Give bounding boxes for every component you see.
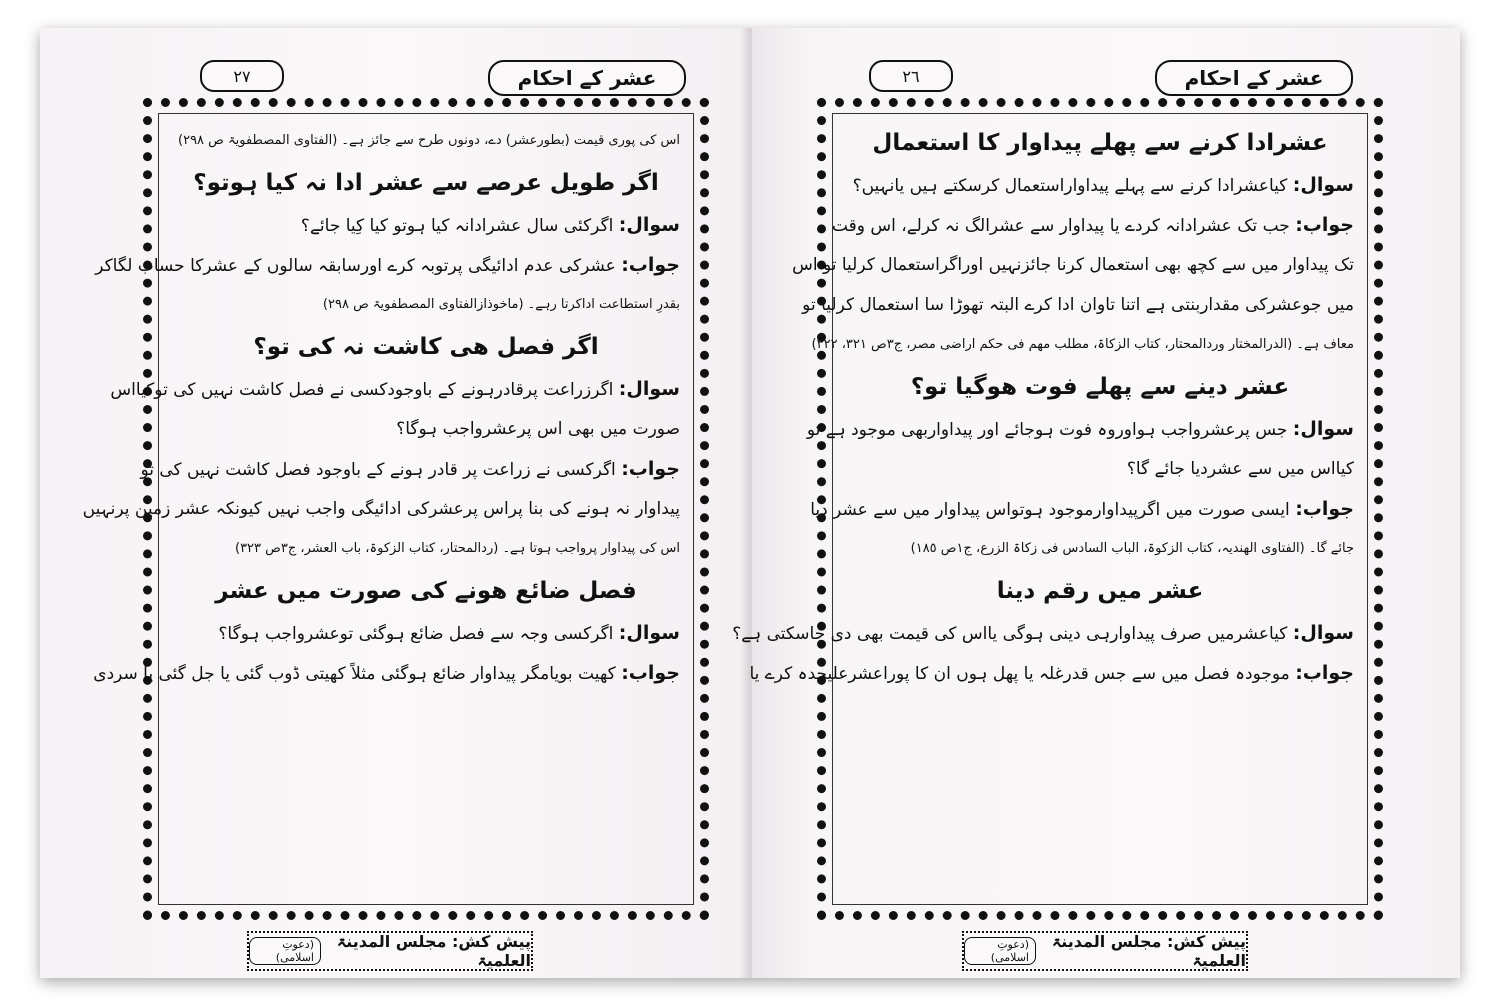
publisher-footer (962, 931, 1248, 971)
line-text: اس کی پوری قیمت (بطورعشر) دے، دونوں طرح سے جائز ہے۔ (الفتاوی المصطفویۃ ص ٢٩٨) (178, 133, 680, 148)
publisher-name: پیش کش: مجلس المدینۃ العلمیۃ (336, 932, 531, 970)
body-line (810, 489, 1354, 529)
reference-line (811, 325, 1354, 365)
body-line (172, 205, 680, 245)
line-text: اگرزراعت پرقادرہونے کے باوجودکسی نے فصل کاشت نہیں کی توکیااس (110, 380, 619, 400)
answer-label: جواب: (621, 662, 680, 684)
body-line (802, 285, 1354, 325)
line-text: اگرکئی سال عشرادانہ کیا ہوتو کیا کِیا جائے؟ (300, 216, 619, 236)
running-header-title: عشر کے احکام (1155, 60, 1353, 96)
line-text: معاف ہے۔ (الدرالمختار وردالمحتار، کتاب الزکاۃ، مطلب مھم فی حکم اراضی مصر، ج٣ص ٣٢١، ٣٢٢) (811, 337, 1354, 352)
question-label: سوال: (618, 378, 680, 400)
section-heading: عشرادا کرنے سے پھلے پیداوار کا استعمال (872, 130, 1328, 156)
line-text: کھیت بویامگر پیداوار ضائع ہوگئی مثلاً کھیتی ڈوب گئی یا جل گئی یا سردی (93, 664, 622, 684)
publisher-subtitle: (دعوتِ اسلامی) (964, 937, 1036, 965)
line-text: صورت میں بھی اس پرعشرواجب ہوگا؟ (396, 419, 680, 439)
section-heading: عشر میں رقم دینا (996, 578, 1204, 604)
line-text: کیااس میں سے عشردیا جائے گا؟ (1126, 459, 1354, 479)
section-heading: اگر طویل عرصے سے عشر ادا نہ کیا ہوتو؟ (193, 170, 659, 196)
page-body (82, 121, 680, 901)
line-text: بقدرِ استطاعت اداکرتا رہے۔ (ماخوذازالفتاوی المصطفویۃ ص ٢٩٨) (322, 297, 680, 312)
body-line (172, 409, 680, 449)
reference-line (172, 121, 680, 161)
line-text: میں جوعشرکی مقداربنتی ہے اتنا تاوان ادا کرے البتہ تھوڑا سا استعمال کرلیا تو (802, 295, 1354, 315)
answer-label: جواب: (1295, 214, 1354, 236)
body-line (93, 653, 680, 693)
body-line (806, 409, 1354, 449)
left-page (40, 28, 748, 978)
reference-line (172, 285, 680, 325)
line-text: اس کی پیداوار پرواجب ہوتا ہے۔ (ردالمحتار، کتاب الزکوۃ، باب العشر، ج٣ص ٣٢٣) (235, 541, 680, 556)
body-line (831, 205, 1354, 245)
reference-line (846, 529, 1354, 569)
body-line (172, 613, 680, 653)
section-heading: فصل ضائع ھونے کی صورت میں عشر (215, 578, 637, 604)
body-line (95, 245, 680, 285)
answer-label: جواب: (1295, 662, 1354, 684)
body-line (110, 369, 680, 409)
answer-label: جواب: (621, 254, 680, 276)
line-text: کیاعشرادا کرنے سے پہلے پیداواراستعمال کرسکتے ہیں یانہیں؟ (852, 176, 1293, 196)
line-text: پیداوار نہ ہونے کی بنا پراس پرعشرکی ادائیگی واجب نہیں کیونکہ عشر زمین پرنہیں (82, 499, 680, 519)
line-text: تک پیداوار میں سے کچھ بھی استعمال کرنا جائزنہیں اوراگراستعمال کرلیا تو اس (792, 255, 1354, 275)
body-line (82, 489, 680, 529)
body-line (732, 613, 1354, 653)
line-text: جائے گا۔ (الفتاوی الھندیہ، کتاب الزکوۃ، الباب السادس فی زکاۃ الزرع، ج١ص ١٨٥) (910, 541, 1354, 556)
line-text: جس پرعشرواجب ہواوروہ فوت ہوجائے اور پیداواربھی موجود ہے تو (806, 420, 1293, 440)
line-text: موجودہ فصل میں سے جس قدرغلہ یا پھل ہوں ان کا پوراعشرعلیحدہ کرے یا (749, 664, 1296, 684)
publisher-name: پیش کش: مجلس المدینۃ العلمیۃ (1051, 932, 1246, 970)
line-text: اگرکسی وجہ سے فصل ضائع ہوگئی توعشرواجب ہوگا؟ (218, 624, 619, 644)
question-label: سوال: (1292, 174, 1354, 196)
line-text: ایسی صورت میں اگرپیداوارموجود ہوتواس پیداوار میں سے عشر دیا (810, 500, 1296, 520)
page-number: ٢٧ (200, 60, 284, 92)
line-text: جب تک عشرادانہ کردے یا پیداوار سے عشرالگ نہ کرلے، اس وقت (831, 216, 1296, 236)
page-border-frame (732, 98, 1383, 920)
body-line (846, 449, 1354, 489)
right-page (732, 28, 1460, 978)
running-header-title: عشر کے احکام (488, 60, 686, 96)
question-label: سوال: (1292, 622, 1354, 644)
publisher-footer (247, 931, 533, 971)
page-number: ٢٦ (869, 60, 953, 92)
section-heading: عشر دینے سے پھلے فوت ھوگیا تو؟ (910, 374, 1290, 400)
question-label: سوال: (618, 214, 680, 236)
body-line (140, 449, 680, 489)
section-heading: اگر فصل ھی کاشت نہ کی تو؟ (253, 334, 599, 360)
page-border-frame (82, 98, 709, 920)
body-line (846, 165, 1354, 205)
page-body (732, 121, 1354, 901)
question-label: سوال: (1292, 418, 1354, 440)
reference-line (172, 529, 680, 569)
line-text: عشرکی عدم ادائیگی پرتوبہ کرے اورسابقہ سالوں کے عشرکا حساب لگاکر (95, 256, 622, 276)
question-label: سوال: (618, 622, 680, 644)
body-line (792, 245, 1354, 285)
answer-label: جواب: (1295, 498, 1354, 520)
line-text: کیاعشرمیں صرف پیداوارہی دینی ہوگی یااس کی قیمت بھی دی جاسکتی ہے؟ (732, 624, 1293, 644)
book-spread (40, 28, 1460, 978)
publisher-subtitle: (دعوتِ اسلامی) (249, 937, 321, 965)
line-text: اگرکسی نے زراعت پر قادر ہونے کے باوجود فصل کاشت نہیں کی تو (140, 460, 622, 480)
body-line (749, 653, 1354, 693)
answer-label: جواب: (621, 458, 680, 480)
